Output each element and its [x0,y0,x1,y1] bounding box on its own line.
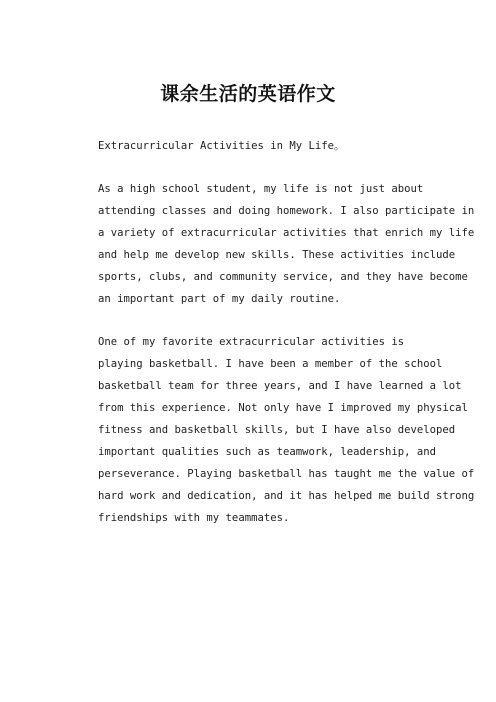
page-title: 课余生活的英语作文 [160,83,336,105]
paragraph-line: important qualities such as teamwork, leadership, and [98,446,437,458]
paragraph-line: basketball team for three years, and I have learned a lot [98,380,462,392]
paragraph-line: hard work and dedication, and it has helped me build strong [98,490,475,502]
essay-body [74,135,475,550]
essay-subtitle: Extracurricular Activities in My Life。 [98,140,345,152]
paragraph-line: attending classes and doing homework. I also participate in [98,205,475,217]
paragraph-line: friendships with my teammates. [98,512,290,524]
paragraph-line: a variety of extracurricular activities that enrich my life [98,227,475,239]
paragraph-line: sports, clubs, and community service, and they have become [98,271,468,283]
paragraph-line: an important part of my daily routine. [98,293,341,305]
paragraph-1 [74,178,475,310]
paragraph-line: from this experience. Not only have I improved my physical [98,402,468,414]
paragraph-2 [74,331,475,529]
paragraph-line: perseverance. Playing basketball has taught me the value of [98,468,475,480]
paragraph-line: One of my favorite extracurricular activities is [98,336,405,348]
paragraph-line: playing basketball. I have been a member of the school [98,358,443,370]
paragraph-line: As a high school student, my life is not just about [98,183,424,195]
paragraph-line: fitness and basketball skills, but I have also developed [98,424,456,436]
paragraph-line: and help me develop new skills. These activities include [98,249,456,261]
